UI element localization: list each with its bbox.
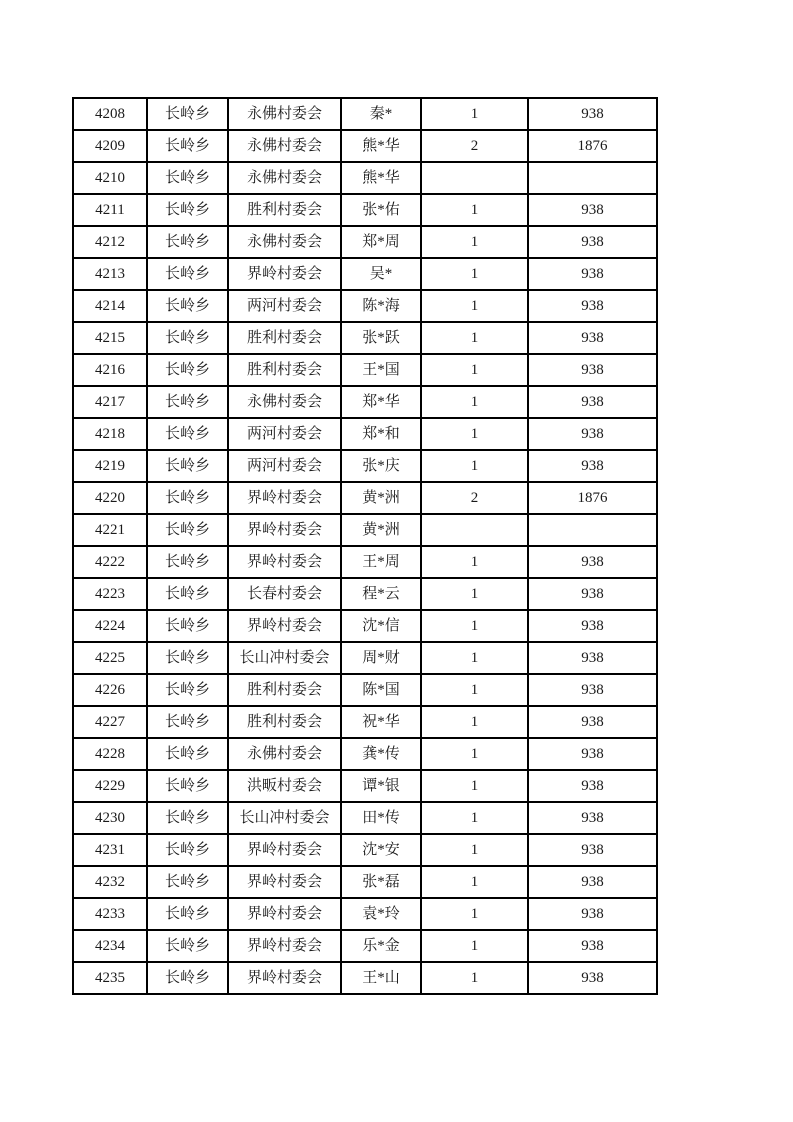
cell-serial-number: 4231 (73, 834, 147, 866)
cell-person-name: 祝*华 (341, 706, 421, 738)
cell-amount: 938 (528, 226, 657, 258)
cell-count: 2 (421, 130, 528, 162)
cell-township: 长岭乡 (147, 482, 228, 514)
cell-person-name: 袁*玲 (341, 898, 421, 930)
cell-person-name: 郑*和 (341, 418, 421, 450)
cell-person-name: 沈*信 (341, 610, 421, 642)
table-row (73, 130, 657, 162)
table-row (73, 194, 657, 226)
cell-village-committee: 界岭村委会 (228, 258, 341, 290)
cell-count: 1 (421, 450, 528, 482)
cell-person-name: 张*磊 (341, 866, 421, 898)
cell-person-name: 秦* (341, 98, 421, 130)
cell-township: 长岭乡 (147, 290, 228, 322)
table-row (73, 674, 657, 706)
cell-township: 长岭乡 (147, 898, 228, 930)
cell-serial-number: 4215 (73, 322, 147, 354)
table-row (73, 418, 657, 450)
table-row (73, 162, 657, 194)
cell-amount (528, 162, 657, 194)
cell-village-committee: 长山冲村委会 (228, 802, 341, 834)
cell-township: 长岭乡 (147, 610, 228, 642)
cell-person-name: 张*佑 (341, 194, 421, 226)
cell-count: 1 (421, 770, 528, 802)
cell-amount: 938 (528, 834, 657, 866)
cell-count: 1 (421, 354, 528, 386)
cell-person-name: 张*庆 (341, 450, 421, 482)
cell-village-committee: 胜利村委会 (228, 706, 341, 738)
cell-township: 长岭乡 (147, 834, 228, 866)
cell-village-committee: 胜利村委会 (228, 354, 341, 386)
table-row (73, 258, 657, 290)
cell-township: 长岭乡 (147, 130, 228, 162)
cell-amount: 938 (528, 258, 657, 290)
cell-township: 长岭乡 (147, 322, 228, 354)
cell-village-committee: 胜利村委会 (228, 194, 341, 226)
cell-person-name: 陈*国 (341, 674, 421, 706)
cell-village-committee: 界岭村委会 (228, 866, 341, 898)
cell-village-committee: 界岭村委会 (228, 610, 341, 642)
table-row (73, 578, 657, 610)
cell-serial-number: 4224 (73, 610, 147, 642)
cell-village-committee: 界岭村委会 (228, 546, 341, 578)
cell-serial-number: 4219 (73, 450, 147, 482)
cell-count: 1 (421, 866, 528, 898)
cell-count: 1 (421, 802, 528, 834)
cell-serial-number: 4227 (73, 706, 147, 738)
cell-serial-number: 4218 (73, 418, 147, 450)
cell-amount: 938 (528, 418, 657, 450)
cell-amount: 938 (528, 642, 657, 674)
cell-township: 长岭乡 (147, 642, 228, 674)
cell-count: 1 (421, 226, 528, 258)
cell-village-committee: 界岭村委会 (228, 834, 341, 866)
cell-amount: 938 (528, 450, 657, 482)
cell-township: 长岭乡 (147, 706, 228, 738)
table-row (73, 770, 657, 802)
cell-township: 长岭乡 (147, 546, 228, 578)
cell-serial-number: 4220 (73, 482, 147, 514)
cell-count: 1 (421, 546, 528, 578)
cell-count: 1 (421, 706, 528, 738)
cell-township: 长岭乡 (147, 226, 228, 258)
cell-count: 2 (421, 482, 528, 514)
cell-serial-number: 4235 (73, 962, 147, 994)
cell-amount (528, 514, 657, 546)
cell-township: 长岭乡 (147, 802, 228, 834)
cell-village-committee: 永佛村委会 (228, 226, 341, 258)
table-row (73, 610, 657, 642)
cell-township: 长岭乡 (147, 450, 228, 482)
cell-amount: 938 (528, 610, 657, 642)
cell-amount: 938 (528, 770, 657, 802)
cell-serial-number: 4217 (73, 386, 147, 418)
cell-township: 长岭乡 (147, 866, 228, 898)
cell-township: 长岭乡 (147, 930, 228, 962)
cell-person-name: 周*财 (341, 642, 421, 674)
records-table (72, 97, 658, 995)
cell-village-committee: 永佛村委会 (228, 130, 341, 162)
table-row (73, 738, 657, 770)
cell-amount: 1876 (528, 482, 657, 514)
cell-amount: 938 (528, 322, 657, 354)
cell-township: 长岭乡 (147, 418, 228, 450)
cell-amount: 938 (528, 98, 657, 130)
cell-person-name: 熊*华 (341, 162, 421, 194)
cell-person-name: 吴* (341, 258, 421, 290)
cell-serial-number: 4230 (73, 802, 147, 834)
cell-person-name: 龚*传 (341, 738, 421, 770)
cell-village-committee: 胜利村委会 (228, 322, 341, 354)
cell-serial-number: 4209 (73, 130, 147, 162)
cell-village-committee: 界岭村委会 (228, 514, 341, 546)
cell-serial-number: 4233 (73, 898, 147, 930)
cell-amount: 938 (528, 930, 657, 962)
cell-township: 长岭乡 (147, 514, 228, 546)
cell-amount: 938 (528, 802, 657, 834)
table-row (73, 482, 657, 514)
table-row (73, 866, 657, 898)
cell-serial-number: 4211 (73, 194, 147, 226)
table-row (73, 226, 657, 258)
cell-person-name: 王*周 (341, 546, 421, 578)
cell-count: 1 (421, 386, 528, 418)
cell-village-committee: 界岭村委会 (228, 898, 341, 930)
cell-township: 长岭乡 (147, 98, 228, 130)
cell-township: 长岭乡 (147, 162, 228, 194)
cell-person-name: 黄*洲 (341, 482, 421, 514)
cell-serial-number: 4221 (73, 514, 147, 546)
cell-village-committee: 两河村委会 (228, 450, 341, 482)
cell-count: 1 (421, 418, 528, 450)
cell-serial-number: 4223 (73, 578, 147, 610)
cell-village-committee: 永佛村委会 (228, 162, 341, 194)
cell-amount: 938 (528, 962, 657, 994)
table-row (73, 450, 657, 482)
cell-serial-number: 4213 (73, 258, 147, 290)
cell-village-committee: 两河村委会 (228, 418, 341, 450)
cell-person-name: 张*跃 (341, 322, 421, 354)
cell-serial-number: 4229 (73, 770, 147, 802)
cell-village-committee: 胜利村委会 (228, 674, 341, 706)
cell-amount: 938 (528, 866, 657, 898)
cell-count: 1 (421, 962, 528, 994)
cell-township: 长岭乡 (147, 770, 228, 802)
cell-serial-number: 4208 (73, 98, 147, 130)
cell-township: 长岭乡 (147, 194, 228, 226)
cell-amount: 938 (528, 738, 657, 770)
cell-village-committee: 界岭村委会 (228, 482, 341, 514)
cell-serial-number: 4210 (73, 162, 147, 194)
cell-serial-number: 4216 (73, 354, 147, 386)
cell-person-name: 王*山 (341, 962, 421, 994)
cell-township: 长岭乡 (147, 738, 228, 770)
cell-village-committee: 洪畈村委会 (228, 770, 341, 802)
cell-amount: 938 (528, 578, 657, 610)
cell-township: 长岭乡 (147, 962, 228, 994)
table-row (73, 834, 657, 866)
table-row (73, 322, 657, 354)
cell-person-name: 王*国 (341, 354, 421, 386)
cell-count: 1 (421, 290, 528, 322)
cell-count: 1 (421, 578, 528, 610)
cell-person-name: 谭*银 (341, 770, 421, 802)
cell-township: 长岭乡 (147, 674, 228, 706)
cell-person-name: 熊*华 (341, 130, 421, 162)
cell-count: 1 (421, 834, 528, 866)
cell-amount: 938 (528, 386, 657, 418)
table-row (73, 962, 657, 994)
table-row (73, 386, 657, 418)
cell-serial-number: 4228 (73, 738, 147, 770)
cell-amount: 938 (528, 898, 657, 930)
cell-person-name: 陈*海 (341, 290, 421, 322)
table-row (73, 706, 657, 738)
cell-amount: 938 (528, 674, 657, 706)
cell-count: 1 (421, 674, 528, 706)
cell-person-name: 沈*安 (341, 834, 421, 866)
cell-count (421, 514, 528, 546)
cell-township: 长岭乡 (147, 386, 228, 418)
cell-village-committee: 永佛村委会 (228, 98, 341, 130)
cell-count (421, 162, 528, 194)
cell-person-name: 黄*洲 (341, 514, 421, 546)
records-table-body (73, 98, 657, 994)
cell-amount: 1876 (528, 130, 657, 162)
cell-township: 长岭乡 (147, 578, 228, 610)
cell-person-name: 田*传 (341, 802, 421, 834)
cell-township: 长岭乡 (147, 258, 228, 290)
cell-count: 1 (421, 98, 528, 130)
table-row (73, 290, 657, 322)
table-row (73, 898, 657, 930)
cell-village-committee: 界岭村委会 (228, 962, 341, 994)
cell-village-committee: 界岭村委会 (228, 930, 341, 962)
table-row (73, 98, 657, 130)
cell-count: 1 (421, 930, 528, 962)
table-row (73, 514, 657, 546)
cell-count: 1 (421, 194, 528, 226)
cell-person-name: 郑*周 (341, 226, 421, 258)
cell-serial-number: 4222 (73, 546, 147, 578)
cell-person-name: 乐*金 (341, 930, 421, 962)
cell-village-committee: 永佛村委会 (228, 386, 341, 418)
table-row (73, 354, 657, 386)
cell-amount: 938 (528, 706, 657, 738)
cell-serial-number: 4226 (73, 674, 147, 706)
cell-amount: 938 (528, 546, 657, 578)
cell-serial-number: 4225 (73, 642, 147, 674)
cell-serial-number: 4214 (73, 290, 147, 322)
table-row (73, 642, 657, 674)
table-row (73, 802, 657, 834)
cell-serial-number: 4232 (73, 866, 147, 898)
table-row (73, 930, 657, 962)
cell-serial-number: 4234 (73, 930, 147, 962)
cell-count: 1 (421, 898, 528, 930)
cell-count: 1 (421, 610, 528, 642)
cell-amount: 938 (528, 354, 657, 386)
cell-count: 1 (421, 322, 528, 354)
cell-amount: 938 (528, 290, 657, 322)
table-row (73, 546, 657, 578)
cell-count: 1 (421, 738, 528, 770)
cell-serial-number: 4212 (73, 226, 147, 258)
cell-count: 1 (421, 258, 528, 290)
cell-person-name: 郑*华 (341, 386, 421, 418)
cell-village-committee: 永佛村委会 (228, 738, 341, 770)
cell-amount: 938 (528, 194, 657, 226)
cell-township: 长岭乡 (147, 354, 228, 386)
cell-village-committee: 长山冲村委会 (228, 642, 341, 674)
cell-person-name: 程*云 (341, 578, 421, 610)
cell-count: 1 (421, 642, 528, 674)
cell-village-committee: 两河村委会 (228, 290, 341, 322)
cell-village-committee: 长春村委会 (228, 578, 341, 610)
